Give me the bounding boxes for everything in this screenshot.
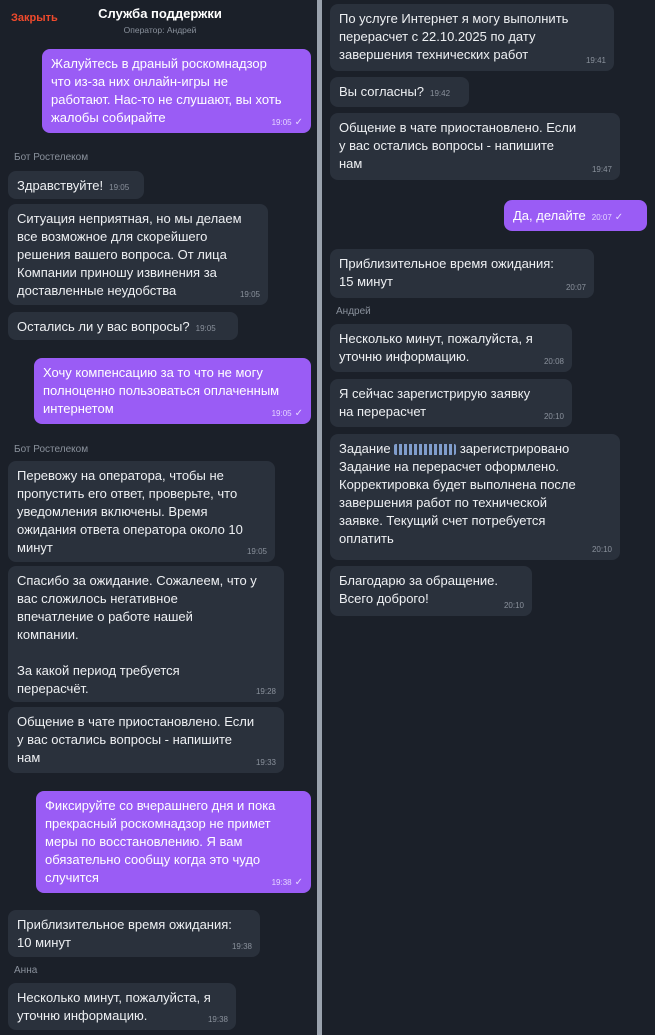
sender-name: Андрей (336, 306, 371, 317)
message-text: Задание на перерасчет оформлено. Корректировка будет выполнена после завершения работ по технической заявке. Текущий счет потребуется оплатить (339, 459, 576, 546)
message-text: Да, делайте (513, 208, 586, 223)
message-text: Приблизительное время ожидания: 10 минут (17, 917, 232, 950)
message-incoming (330, 379, 572, 427)
message-incoming (8, 707, 284, 773)
chat-column-right (322, 0, 655, 1035)
message-time: 19:41 (585, 56, 606, 65)
sender-name: Анна (14, 965, 38, 976)
message-text: Хочу компенсацию за то что не могу полноценно пользоваться оплаченным интернетом (43, 365, 280, 416)
message-text: Ситуация неприятная, но мы делаем все возможное для скорейшего решения вашего вопроса. От лица Компании приношу извинения за доставленные неудобства (17, 211, 242, 298)
message-time: 20:10 (591, 545, 612, 554)
read-check-icon: ✓ (294, 877, 303, 888)
message-time: 20:07 (591, 213, 612, 222)
message-text: Вы согласны? (339, 84, 425, 99)
message-incoming (8, 171, 144, 199)
read-check-icon: ✓ (614, 212, 624, 223)
message-time: 19:28 (255, 687, 276, 696)
message-time: 19:38 (207, 1015, 228, 1024)
message-text: Остались ли у вас вопросы? (17, 319, 190, 334)
message-time: 19:05 (239, 290, 260, 299)
message-text: Задание (339, 441, 391, 456)
message-incoming (330, 324, 572, 372)
message-text: Общение в чате приостановлено. Если у вас остались вопросы - напишите нам (339, 120, 577, 171)
message-time: 20:10 (503, 601, 524, 610)
message-incoming (8, 983, 236, 1030)
message-text: Несколько минут, пожалуйста, я уточню информацию. (17, 990, 211, 1023)
message-text: Спасибо за ожидание. Сожалеем, что у вас сложилось негативное впечатление о работе нашей компании. За какой период требуется перерасчёт. (17, 573, 257, 696)
message-time: 19:05 (271, 118, 292, 127)
message-text: Приблизительное время ожидания: 15 минут (339, 256, 554, 289)
message-incoming (8, 204, 268, 305)
read-check-icon: ✓ (294, 117, 303, 128)
message-incoming (330, 566, 532, 616)
message-outgoing (34, 358, 311, 424)
message-text: Здравствуйте! (17, 178, 104, 193)
message-incoming (8, 312, 238, 340)
message-text: Перевожу на оператора, чтобы не пропустить его ответ, проверьте, что уведомления включены. Время ожидания ответа оператора около 10 минут (17, 468, 243, 555)
message-time: 19:47 (591, 165, 612, 174)
message-time: 19:42 (430, 89, 451, 98)
message-outgoing (42, 49, 311, 133)
task-registered-line (339, 440, 611, 458)
message-time: 19:05 (109, 183, 130, 192)
message-time: 19:38 (231, 942, 252, 951)
message-text: Несколько минут, пожалуйста, я уточню информацию. (339, 331, 533, 364)
message-incoming (8, 461, 275, 562)
message-incoming (330, 4, 614, 71)
sender-name: Бот Ростелеком (14, 444, 89, 455)
message-time: 19:38 (271, 878, 292, 887)
message-text: Фиксируйте со вчерашнего дня и пока прекрасный роскомнадзор не примет меры по восстановлению. Я вам обязательно сообщу когда это чудо случится (45, 798, 276, 885)
message-time: 19:05 (195, 324, 216, 333)
chat-title: Служба поддержки (98, 6, 222, 21)
sender-name: Бот Ростелеком (14, 152, 89, 163)
message-text: Общение в чате приостановлено. Если у вас остались вопросы - напишите нам (17, 714, 255, 765)
message-incoming (330, 249, 594, 298)
message-text: Жалуйтесь в драный роскомнадзор что из-за них онлайн-игры не работают. Нас-то не слушают, вы хоть жалобы собирайте (51, 56, 282, 125)
message-incoming (8, 910, 260, 957)
message-outgoing (36, 791, 311, 893)
message-incoming (330, 434, 620, 560)
message-text: Я сейчас зарегистрирую заявку на перерасчет (339, 386, 531, 419)
message-text: Благодарю за обращение. Всего доброго! (339, 573, 499, 606)
message-incoming (8, 566, 284, 702)
message-time: 19:33 (255, 758, 276, 767)
message-time: 19:05 (246, 547, 267, 556)
message-time: 20:08 (543, 357, 564, 366)
message-incoming (330, 77, 469, 107)
message-time: 20:10 (543, 412, 564, 421)
redacted-task-number (394, 444, 456, 455)
read-check-icon: ✓ (294, 408, 303, 419)
message-time: 19:05 (271, 409, 292, 418)
message-time: 20:07 (565, 283, 586, 292)
message-outgoing (504, 200, 647, 231)
operator-subtitle: Оператор: Андрей (123, 25, 197, 35)
message-text: зарегистрировано (459, 441, 570, 456)
message-text: По услуге Интернет я могу выполнить перерасчет с 22.10.2025 по дату завершения технических работ (339, 11, 569, 62)
message-incoming (330, 113, 620, 180)
close-button[interactable]: Закрыть (11, 12, 58, 24)
chat-column-left (0, 0, 317, 1035)
